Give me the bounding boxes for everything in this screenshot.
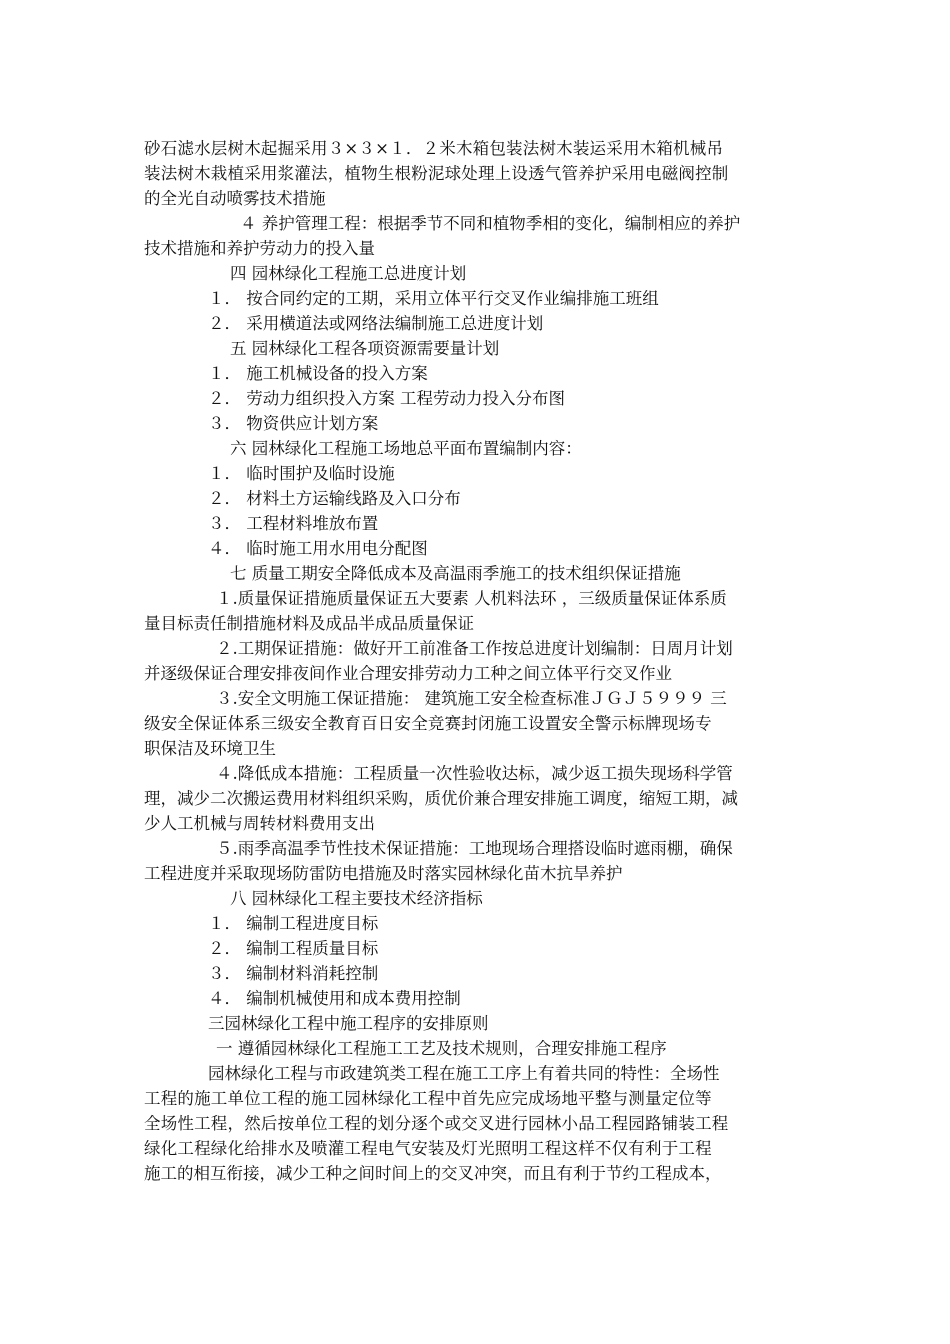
- text-line: 技术措施和养护劳动力的投入量: [144, 239, 375, 258]
- text-line: 砂石滤水层树木起掘采用３×３×１．２米木箱包装法树木装运采用木箱机械吊: [144, 139, 724, 158]
- text-line: 绿化工程绿化给排水及喷灌工程电气安装及灯光照明工程这样不仅有利于工程: [144, 1139, 712, 1158]
- section-heading: 三园林绿化工程中施工程序的安排原则: [208, 1014, 489, 1033]
- text-line: 职保洁及环境卫生: [144, 739, 276, 758]
- list-item: ３． 物资供应计划方案: [208, 414, 379, 433]
- text-line: 级安全保证体系三级安全教育百日安全竞赛封闭施工设置安全警示标牌现场专: [144, 714, 712, 733]
- text-line: 工程进度并采取现场防雷防电措施及时落实园林绿化苗木抗旱养护: [144, 864, 623, 883]
- text-line: 并逐级保证合理安排夜间作业合理安排劳动力工种之间立体平行交叉作业: [144, 664, 672, 683]
- document-body: [144, 136, 812, 1186]
- list-item: ３． 工程材料堆放布置: [208, 514, 379, 533]
- list-item: １． 编制工程进度目标: [208, 914, 379, 933]
- section-heading: 八 园林绿化工程主要技术经济指标: [230, 889, 483, 908]
- text-line: 装法树木栽植采用浆灌法，植物生根粉泥球处理上设透气管养护采用电磁阀控制: [144, 164, 729, 183]
- list-item: ２． 编制工程质量目标: [208, 939, 379, 958]
- list-item: ４． 临时施工用水用电分配图: [208, 539, 428, 558]
- section-heading: 一 遵循园林绿化工程施工工艺及技术规则，合理安排施工程序: [216, 1039, 667, 1058]
- list-item: ５.雨季高温季节性技术保证措施：工地现场合理搭设临时遮雨棚，确保: [216, 839, 733, 858]
- section-heading: 四 园林绿化工程施工总进度计划: [230, 264, 467, 283]
- list-item: １． 按合同约定的工期，采用立体平行交叉作业编排施工班组: [208, 289, 659, 308]
- list-item: ２． 采用横道法或网络法编制施工总进度计划: [208, 314, 544, 333]
- list-item: ４.降低成本措施：工程质量一次性验收达标，减少返工损失现场科学管: [216, 764, 733, 783]
- list-item: ２． 材料土方运输线路及入口分布: [208, 489, 461, 508]
- list-item: ２． 劳动力组织投入方案 工程劳动力投入分布图: [208, 389, 565, 408]
- section-heading: 五 园林绿化工程各项资源需要量计划: [230, 339, 500, 358]
- text-line: 的全光自动喷雾技术措施: [144, 189, 326, 208]
- section-heading: 七 质量工期安全降低成本及高温雨季施工的技术组织保证措施: [230, 564, 681, 583]
- text-line: ４ 养护管理工程：根据季节不同和植物季相的变化，编制相应的养护: [240, 214, 741, 233]
- section-heading: 六 园林绿化工程施工场地总平面布置编制内容：: [230, 439, 582, 458]
- list-item: ４． 编制机械使用和成本费用控制: [208, 989, 461, 1008]
- list-item: １． 临时围护及临时设施: [208, 464, 395, 483]
- list-item: １.质量保证措施质量保证五大要素 人机料法环 ，三级质量保证体系质: [216, 589, 727, 608]
- list-item: ３． 编制材料消耗控制: [208, 964, 379, 983]
- list-item: ２.工期保证措施：做好开工前准备工作按总进度计划编制：日周月计划: [216, 639, 733, 658]
- text-line: 量目标责任制措施材料及成品半成品质量保证: [144, 614, 474, 633]
- paragraph-start: 园林绿化工程与市政建筑类工程在施工工序上有着共同的特性：全场性: [208, 1064, 720, 1083]
- text-line: 少人工机械与周转材料费用支出: [144, 814, 375, 833]
- list-item: ３.安全文明施工保证措施： 建筑施工安全检查标准ＪＧＪ５９９９ 三: [216, 689, 727, 708]
- text-line: 施工的相互衔接，减少工种之间时间上的交叉冲突，而且有利于节约工程成本，: [144, 1164, 722, 1183]
- text-line: 理，减少二次搬运费用材料组织采购，质优价兼合理安排施工调度，缩短工期，减: [144, 789, 738, 808]
- list-item: １． 施工机械设备的投入方案: [208, 364, 428, 383]
- text-line: 全场性工程，然后按单位工程的划分逐个或交叉进行园林小品工程园路铺装工程: [144, 1114, 729, 1133]
- text-line: 工程的施工单位工程的施工园林绿化工程中首先应完成场地平整与测量定位等: [144, 1089, 712, 1108]
